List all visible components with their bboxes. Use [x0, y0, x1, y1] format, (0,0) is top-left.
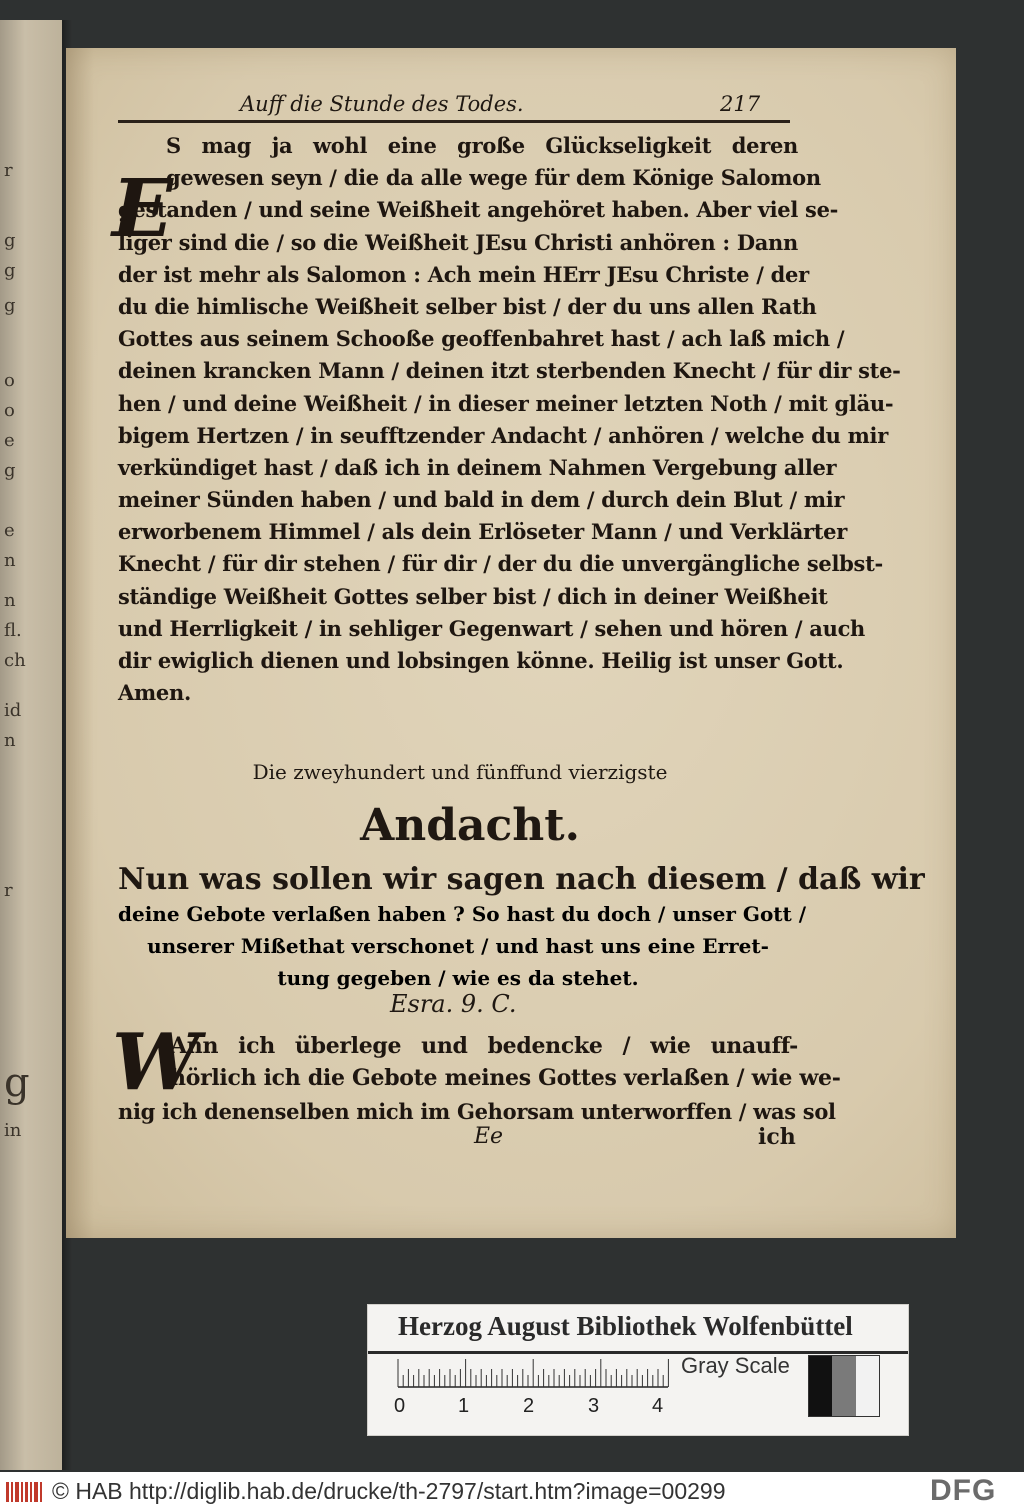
hab-barcode-icon	[4, 1478, 44, 1506]
ruler-number: 3	[588, 1395, 600, 1417]
meditation-text	[118, 1096, 836, 1128]
quote-line: tung gegeben / wie es da stehet.	[277, 966, 639, 990]
ruler-number: 0	[394, 1395, 406, 1417]
text-line: Ann ich überlege und bedencke / wie unauff-	[170, 1033, 798, 1059]
page-edge-shading	[66, 48, 94, 1238]
dfg-logo: DFG	[930, 1474, 997, 1507]
margin-fragment: g	[4, 295, 16, 316]
text-line: und Herrligkeit / in sehliger Gegenwart / sehen und hören / auch	[118, 615, 866, 641]
facing-left-page	[0, 20, 62, 1470]
text-line: der ist mehr als Salomon : Ach mein HErr JEsu Christe / der	[118, 261, 809, 287]
text-line: meiner Sünden haben / und bald in dem / durch dein Blut / mir	[118, 487, 845, 513]
text-line: verkündiget hast / daß ich in deinem Nahmen Vergebung aller	[118, 454, 837, 480]
footer-bar	[0, 1472, 1024, 1512]
margin-fragment: g	[4, 260, 16, 281]
text-line: gestanden / und seine Weißheit angehöret haben. Aber viel se-	[118, 197, 839, 223]
quote-line: deine Gebote verlaßen haben ? So hast du doch / unser Gott /	[118, 902, 807, 926]
ruler-scale	[388, 1355, 678, 1395]
body-text	[118, 130, 901, 709]
running-head: Auff die Stunde des Todes.	[240, 92, 524, 116]
margin-fragment: o	[4, 400, 15, 421]
text-line: bigem Hertzen / in seufftzender Andacht / anhören / welche du mir	[118, 422, 889, 448]
text-line: du die himlische Weißheit selber bist / der du uns allen Rath	[118, 293, 817, 319]
text-line: nig ich denenselben mich im Gehorsam unterworffen / was sol	[118, 1099, 836, 1124]
text-line: erworbenem Himmel / als dein Erlöseter Mann / und Verklärter	[118, 519, 847, 545]
ruler-number: 2	[523, 1395, 535, 1417]
text-line: Gottes aus seinem Schooße geoffenbahret hast / ach laß mich /	[118, 326, 845, 352]
scripture-quote	[118, 898, 807, 994]
ruler-number: 4	[652, 1395, 664, 1417]
signature-mark: Ee	[474, 1124, 504, 1149]
text-line: dir ewiglich dienen und lobsingen könne. Heilig ist unser Gott.	[118, 648, 844, 673]
margin-fragment: r	[4, 880, 13, 901]
margin-fragment: r	[4, 160, 13, 181]
margin-fragment: g	[4, 460, 16, 481]
margin-fragment: n	[4, 590, 16, 611]
text-line: ständige Weißheit Gottes selber bist / dich in deiner Weißheit	[118, 583, 828, 609]
copyright-link[interactable]: © HAB http://diglib.hab.de/drucke/th-2797/start.htm?image=00299	[52, 1478, 726, 1504]
gray-swatch-light	[856, 1356, 879, 1416]
dropcap-letter: W	[112, 1017, 200, 1108]
gray-scale-label: Gray Scale	[681, 1353, 790, 1378]
catchword: ich	[758, 1124, 796, 1150]
text-line: hörlich ich die Gebote meines Gottes verlaßen / wie we-	[170, 1065, 841, 1092]
library-color-card	[367, 1304, 909, 1436]
margin-fragment: g	[4, 230, 16, 251]
margin-fragment: o	[4, 370, 15, 391]
margin-fragment: in	[4, 1120, 22, 1141]
text-line: S mag ja wohl eine große Glückseligkeit deren	[166, 133, 798, 158]
text-line: liger sind die / so die Weißheit JEsu Christi anhören : Dann	[118, 229, 798, 255]
header-rule	[118, 120, 790, 123]
text-line: hen / und deine Weißheit / in dieser meiner letzten Noth / mit gläu-	[118, 390, 894, 416]
gray-swatch-mid	[832, 1356, 855, 1416]
page-number: 217	[720, 92, 761, 116]
meditation-text	[170, 1030, 841, 1094]
text-line: gewesen seyn / die da alle wege für dem Könige Salomon	[166, 165, 821, 191]
margin-fragment: fl.	[4, 620, 22, 641]
gray-swatch-dark	[809, 1356, 832, 1416]
quote-line: unserer Mißethat verschonet / und hast uns eine Erret-	[147, 934, 769, 958]
margin-fragment: e	[4, 520, 15, 541]
margin-fragment: e	[4, 430, 15, 451]
margin-fragment: ch	[4, 650, 26, 671]
dropcap-letter: E	[112, 161, 173, 255]
margin-fragment: n	[4, 550, 16, 571]
section-heading: Die zweyhundert und fünffund vierzigste	[252, 760, 668, 784]
ruler-number: 1	[458, 1395, 470, 1417]
verse-intro: Nun was sollen wir sagen nach diesem / daß wir	[118, 862, 925, 897]
text-line: deinen krancken Mann / deinen itzt sterbenden Knecht / für dir ste-	[118, 358, 901, 384]
gray-scale-swatches	[808, 1355, 880, 1417]
scripture-reference: Esra. 9. C.	[390, 990, 517, 1018]
card-rule	[368, 1351, 908, 1354]
margin-fragment: id	[4, 700, 22, 721]
margin-fragment: g	[4, 1060, 30, 1106]
library-card-title: Herzog August Bibliothek Wolfenbüttel	[398, 1311, 853, 1341]
text-line: Amen.	[118, 680, 191, 706]
margin-fragment: n	[4, 730, 16, 751]
text-line: Knecht / für dir stehen / für dir / der du die unvergängliche selbst-	[118, 551, 883, 577]
andacht-title: Andacht.	[360, 800, 580, 851]
